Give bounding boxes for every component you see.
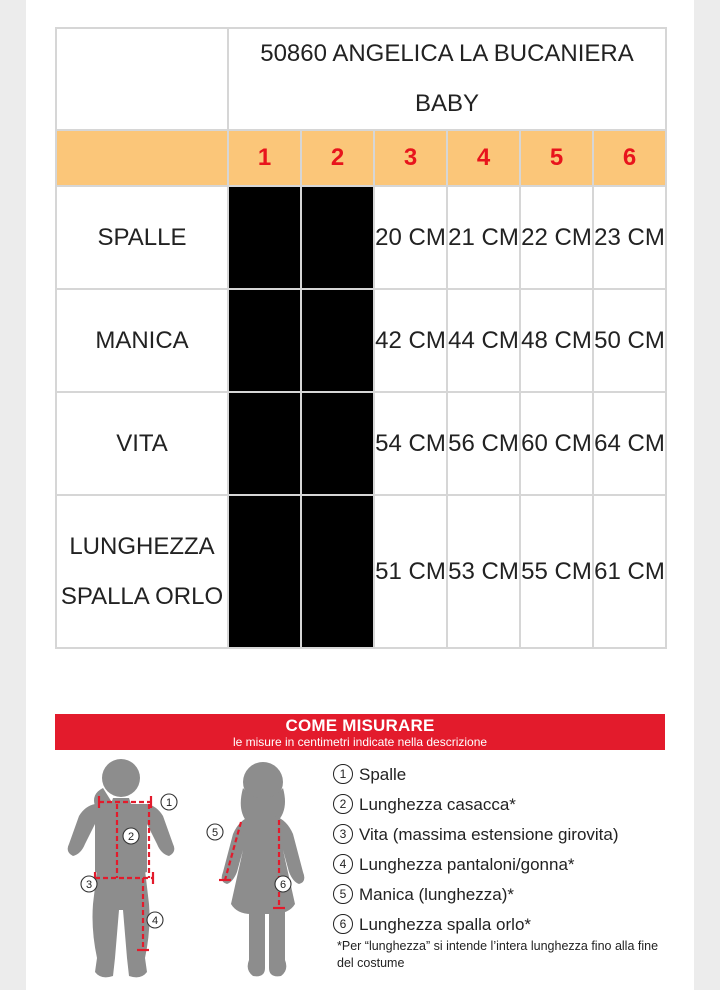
legend-label: Lunghezza spalla orlo*: [359, 915, 532, 934]
marker-4: 4: [151, 915, 159, 927]
size-header: 1: [228, 130, 301, 186]
list-item: [333, 910, 673, 940]
table-row: [56, 495, 666, 648]
marker-1: 1: [165, 797, 173, 809]
marker-3: 3: [85, 879, 93, 891]
row-label: VITA: [56, 392, 228, 495]
list-item: [333, 820, 673, 850]
blocked-cell: [301, 392, 374, 495]
girl-silhouette-icon: [222, 762, 305, 976]
measure-cell: 21 CM: [447, 186, 520, 289]
how-to-measure-subtitle: le misure in centimetri indicate nella descrizione: [232, 735, 488, 749]
measure-cell: 64 CM: [593, 392, 666, 495]
legend-label: Vita (massima estensione girovita): [359, 825, 619, 844]
how-to-measure-panel: [55, 714, 665, 984]
blocked-cell: [301, 186, 374, 289]
how-to-measure-title: COME MISURARE: [285, 716, 435, 735]
left-margin: [0, 0, 26, 990]
size-chart-table: [55, 27, 667, 649]
list-item: [333, 760, 673, 790]
measure-cell: 20 CM: [374, 186, 447, 289]
product-title: 50860 ANGELICA LA BUCANIERA BABY: [228, 28, 666, 130]
corner-cell: [56, 28, 228, 130]
measuring-figures: [55, 754, 325, 989]
list-item: [333, 790, 673, 820]
number-badge: 4: [333, 854, 353, 874]
marker-6: 6: [279, 879, 287, 891]
measure-cell: 51 CM: [374, 495, 447, 648]
how-to-measure-banner: [55, 714, 665, 750]
measure-cell: 55 CM: [520, 495, 593, 648]
right-margin: [694, 0, 720, 990]
size-header: 4: [447, 130, 520, 186]
blocked-cell: [228, 289, 301, 392]
list-item: [333, 880, 673, 910]
table-row: [56, 186, 666, 289]
measure-cell: 56 CM: [447, 392, 520, 495]
measure-cell: 48 CM: [520, 289, 593, 392]
measure-cell: 22 CM: [520, 186, 593, 289]
table-row: [56, 392, 666, 495]
measure-cell: 44 CM: [447, 289, 520, 392]
size-header-blank: [56, 130, 228, 186]
marker-5: 5: [211, 827, 219, 839]
legend-label: Lunghezza pantaloni/gonna*: [359, 855, 575, 874]
blocked-cell: [228, 495, 301, 648]
length-footnote: *Per “lunghezza” si intende l’intera lunghezza fino alla fine del costume: [337, 939, 659, 970]
legend-label: Manica (lunghezza)*: [359, 885, 514, 904]
row-label: LUNGHEZZA SPALLA ORLO: [56, 495, 228, 648]
measure-cell: 61 CM: [593, 495, 666, 648]
number-badge: 6: [333, 914, 353, 934]
row-label: MANICA: [56, 289, 228, 392]
number-badge: 2: [333, 794, 353, 814]
row-label: SPALLE: [56, 186, 228, 289]
legend-label: Spalle: [359, 765, 407, 784]
number-badge: 3: [333, 824, 353, 844]
measure-cell: 53 CM: [447, 495, 520, 648]
table-row: [56, 289, 666, 392]
size-header: 3: [374, 130, 447, 186]
measure-cell: 60 CM: [520, 392, 593, 495]
legend-label: Lunghezza casacca*: [359, 795, 516, 814]
size-header: 2: [301, 130, 374, 186]
size-header: 5: [520, 130, 593, 186]
measure-cell: 42 CM: [374, 289, 447, 392]
blocked-cell: [228, 392, 301, 495]
measure-cell: 23 CM: [593, 186, 666, 289]
measure-legend-list: [333, 760, 673, 940]
size-header: 6: [593, 130, 666, 186]
number-badge: 1: [333, 764, 353, 784]
blocked-cell: [301, 495, 374, 648]
marker-2: 2: [127, 831, 135, 843]
size-header-row: [56, 130, 666, 186]
blocked-cell: [301, 289, 374, 392]
number-badge: 5: [333, 884, 353, 904]
boy-silhouette-icon: [68, 759, 175, 977]
measure-cell: 54 CM: [374, 392, 447, 495]
list-item: [333, 850, 673, 880]
measure-cell: 50 CM: [593, 289, 666, 392]
blocked-cell: [228, 186, 301, 289]
